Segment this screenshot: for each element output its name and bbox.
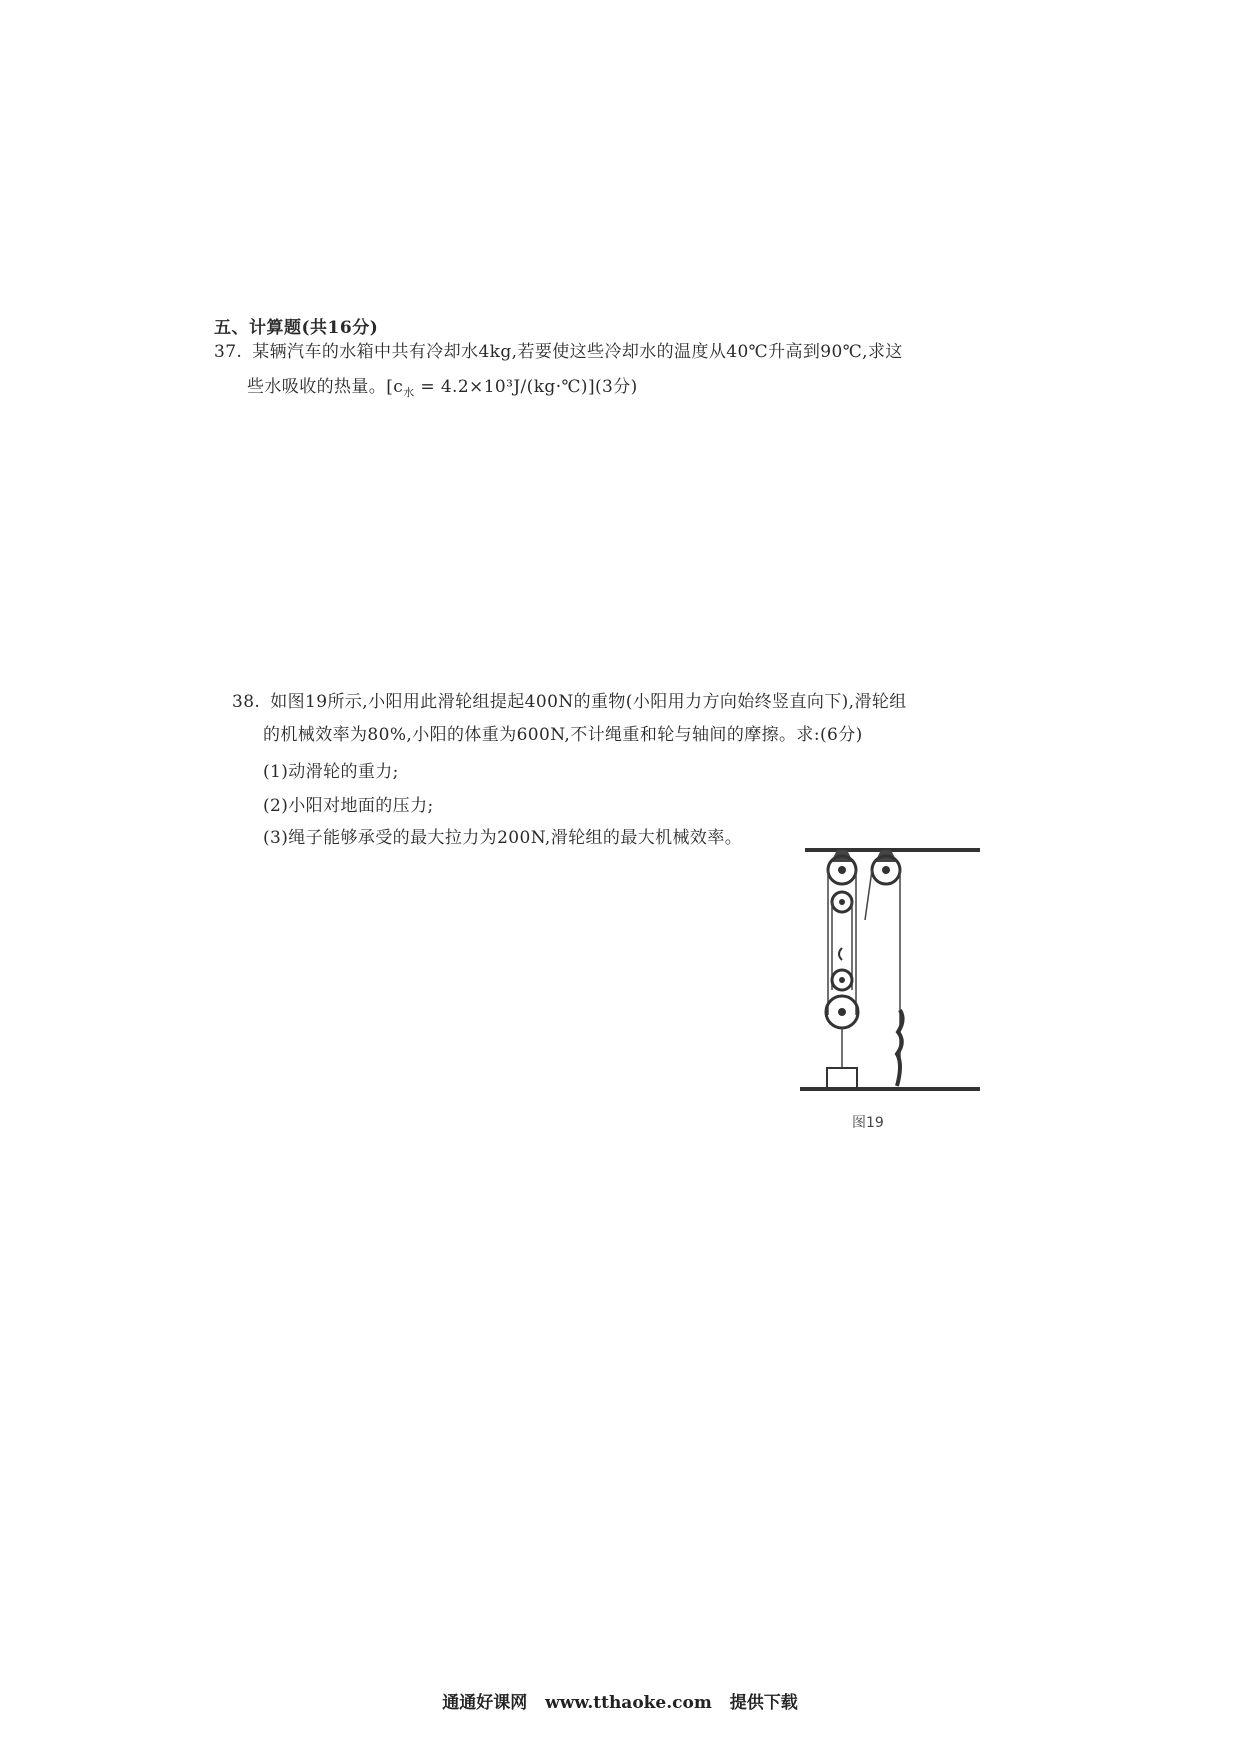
movable-pulley-large bbox=[826, 996, 858, 1028]
footer-action-text: 提供下载 bbox=[729, 1693, 798, 1713]
question-37-text: 某辆汽车的水箱中共有冷却水4kg,若要使这些冷却水的温度从40℃升高到90℃,求这 bbox=[252, 342, 903, 362]
question-37-formula-subscript: 水 bbox=[403, 386, 415, 399]
pulley-system-figure bbox=[795, 840, 985, 1100]
figure-caption: 图19 bbox=[852, 1115, 884, 1131]
question-38-subquestion-2: (2)小阳对地面的压力; bbox=[263, 796, 434, 816]
question-38-subquestion-3: (3)绳子能够承受的最大拉力为200N,滑轮组的最大机械效率。 bbox=[263, 828, 743, 848]
question-38-number: 38. bbox=[232, 692, 261, 712]
question-37-formula-prefix: 些水吸收的热量。[c bbox=[247, 377, 404, 397]
fixed-pulley-right bbox=[872, 850, 900, 884]
movable-pulley-small bbox=[832, 948, 852, 990]
question-38-text: 如图19所示,小阳用此滑轮组提起400N的重物(小阳用力方向始终竖直向下),滑轮组 bbox=[270, 692, 907, 712]
question-37-line-1 bbox=[214, 337, 903, 362]
question-37-formula-suffix: = 4.2×10³J/(kg·℃)](3分) bbox=[414, 377, 638, 397]
question-38-subquestion-1: (1)动滑轮的重力; bbox=[263, 762, 399, 782]
question-37-number: 37. bbox=[214, 342, 243, 362]
fixed-pulley-left bbox=[828, 850, 856, 884]
upper-small-pulley bbox=[832, 892, 852, 912]
page-footer bbox=[0, 1688, 1240, 1713]
load-weight bbox=[827, 1068, 857, 1088]
rope-lines bbox=[828, 870, 900, 1060]
question-38-line-2: 的机械效率为80%,小阳的体重为600N,不计绳重和轮与轴间的摩擦。求:(6分) bbox=[263, 725, 863, 745]
footer-site-name: 通通好课网 bbox=[442, 1693, 528, 1713]
section-title: 五、计算题(共16分) bbox=[214, 318, 379, 338]
question-38-line-1 bbox=[232, 687, 907, 712]
footer-url-link[interactable]: www.tthaoke.com bbox=[545, 1693, 712, 1713]
question-37-line-2 bbox=[247, 372, 638, 397]
